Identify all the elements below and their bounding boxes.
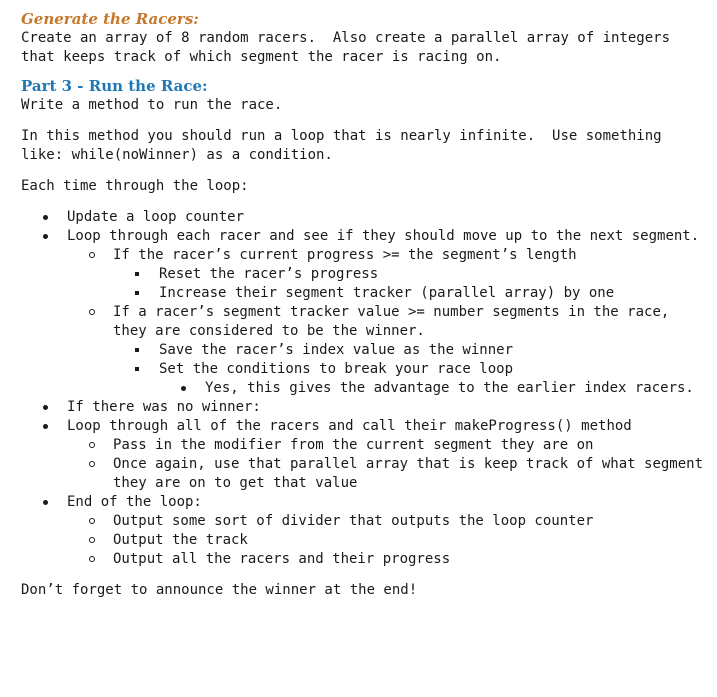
list-item: Pass in the modifier from the current segment they are on <box>67 436 711 455</box>
list-item: End of the loop: Output some sort of divider that outputs the loop counter Output the track Output all the racers and their progress <box>21 493 711 569</box>
list-item: Save the racer’s index value as the winner <box>113 341 711 360</box>
bullet-circle-icon <box>89 512 97 531</box>
list-item: Reset the racer’s progress <box>113 265 711 284</box>
bullet-dot-icon <box>181 379 189 398</box>
bullet-circle-icon <box>89 303 97 322</box>
list-item: Increase their segment tracker (parallel array) by one <box>113 284 711 303</box>
bullet-circle-icon <box>89 531 97 550</box>
sub-list <box>67 265 711 303</box>
bullet-square-icon <box>135 341 143 360</box>
loop-instruction-text: In this method you should run a loop that is nearly infinite. Use something like: while(noWinner) as a condition. <box>21 128 662 163</box>
bullet-circle-icon <box>89 550 97 569</box>
list-item: Loop through all of the racers and call their makeProgress() method Pass in the modifier from the current segment they are on Once again, use that parallel array that is keep track of what segment they are on to get that value <box>21 417 711 493</box>
bullet-dot-icon <box>43 493 51 512</box>
heading-part-3: Part 3 - Run the Race: <box>21 77 208 95</box>
sub-list <box>67 341 711 398</box>
bullet-dot-icon <box>43 227 51 246</box>
bullet-circle-icon <box>89 246 97 265</box>
list-item: Output some sort of divider that outputs the loop counter <box>67 512 711 531</box>
bullet-square-icon <box>135 265 143 284</box>
list-item: Update a loop counter <box>21 208 711 227</box>
each-time-text: Each time through the loop: <box>21 178 249 194</box>
generate-racers-text: Create an array of 8 random racers. Also create a parallel array of integers that keeps track of which segment the racer is racing on. <box>21 30 671 65</box>
list-item: If a racer’s segment tracker value >= number segments in the race, they are considered to be the winner. Save the racer’s index value as the winner Set the conditions to break your race loop Yes, this gives the advantage to the earlier index racers. <box>67 303 711 398</box>
list-item: Set the conditions to break your race loop Yes, this gives the advantage to the earlier index racers. <box>113 360 711 398</box>
bullet-dot-icon <box>43 208 51 227</box>
list-item: Loop through each racer and see if they should move up to the next segment. If the racer’s current progress >= the segment’s length Reset the racer’s progress Increase their segment tracker (parallel array) by one If a racer’s segment tracker value >= number segments in the race, they are considered to be the winner. Save the racer’s index value as the winner Set the conditions to break your race loop Yes, this gives the advantage to the earlier index racers. <box>21 227 711 398</box>
list-item: Output all the racers and their progress <box>67 550 711 569</box>
bullet-circle-icon <box>89 436 97 455</box>
bullet-circle-icon <box>89 455 97 474</box>
sub-list <box>113 379 711 398</box>
list-item: Output the track <box>67 531 711 550</box>
bullet-dot-icon <box>43 417 51 436</box>
bullet-square-icon <box>135 360 143 379</box>
sub-list <box>21 512 711 569</box>
write-method-text: Write a method to run the race. <box>21 97 283 113</box>
sub-list <box>21 246 711 398</box>
list-item: If the racer’s current progress >= the segment’s length Reset the racer’s progress Increase their segment tracker (parallel array) by one <box>67 246 711 303</box>
main-bullet-list <box>21 208 711 569</box>
bullet-dot-icon <box>43 398 51 417</box>
bullet-square-icon <box>135 284 143 303</box>
heading-generate-racers: Generate the Racers: <box>21 10 199 28</box>
list-item: Yes, this gives the advantage to the earlier index racers. <box>159 379 711 398</box>
list-item: If there was no winner: <box>21 398 711 417</box>
list-item: Once again, use that parallel array that is keep track of what segment they are on to get that value <box>67 455 711 493</box>
final-reminder-text: Don’t forget to announce the winner at the end! <box>21 582 418 598</box>
sub-list <box>21 436 711 493</box>
